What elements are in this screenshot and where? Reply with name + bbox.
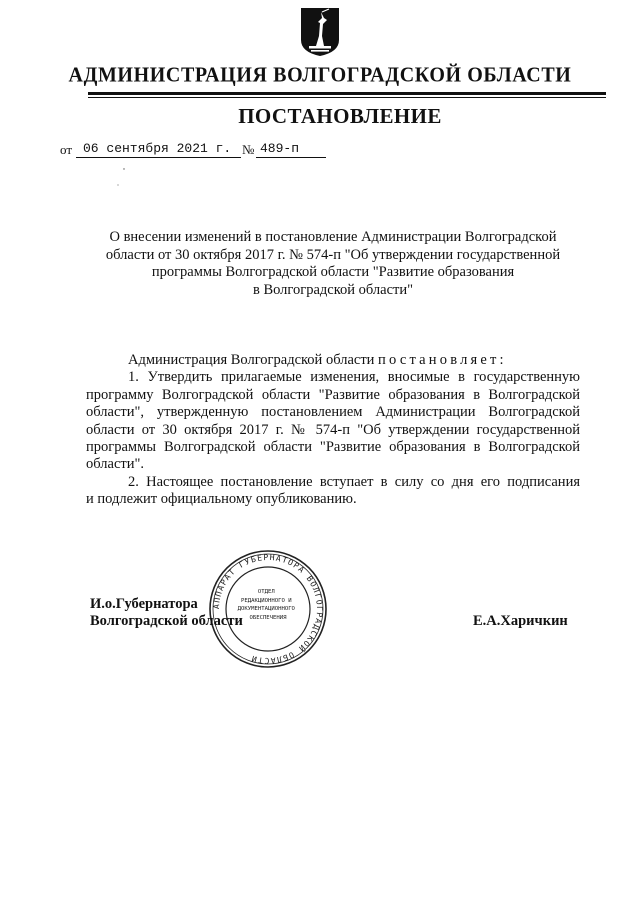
stamp-inner-line: РЕДАКЦИОННОГО И: [241, 598, 292, 604]
stamp-ring-text: АППАРАТ ГУБЕРНАТОРА ВОЛГОГРАДСКОЙ ОБЛАСТИ: [211, 552, 325, 666]
item2-line: и подлежит официальному опубликованию.: [86, 491, 357, 508]
volgograd-emblem-icon: [299, 6, 341, 58]
document-type-title: ПОСТАНОВЛЕНИЕ: [238, 104, 442, 128]
item1-line: области от 30 октября 2017 г. № 574-п "Об утверждении государственной: [86, 421, 580, 438]
document-date: 06 сентября 2021 г.: [76, 142, 241, 158]
signatory-name: Е.А.Харичкин: [473, 613, 568, 629]
item2-line: 2. Настоящее постановление вступает в силу со дня его подписания: [128, 473, 580, 490]
item1-line: программы Волгоградской области "Развитие образования в Волгоградской: [86, 439, 580, 456]
header-rule-thick: [88, 92, 606, 95]
stamp-inner-line: ОБЕСПЕЧЕНИЯ: [249, 615, 287, 621]
date-from-label: от: [60, 142, 73, 157]
number-label: №: [242, 142, 255, 157]
header-rule-thin: [88, 97, 606, 98]
scan-specks: [112, 166, 128, 190]
document-body: [86, 352, 580, 509]
document-subject: [86, 229, 580, 299]
item1-line: программу Волгоградской области "Развитие образования в Волгоградской: [86, 386, 580, 403]
item1-line: 1. Утвердить прилагаемые изменения, вносимые в государственную: [128, 369, 580, 386]
stamp-inner-line: ОТДЕЛ: [257, 589, 275, 595]
subject-line: в Волгоградской области": [252, 281, 414, 298]
subject-line: области от 30 октября 2017 г. № 574-п "Об утверждении государственной: [105, 246, 561, 263]
subject-line: О внесении изменений в постановление Администрации Волгоградской: [109, 229, 557, 245]
organization-title: АДМИНИСТРАЦИЯ ВОЛГОГРАДСКОЙ ОБЛАСТИ: [68, 63, 572, 87]
position-line: Волгоградской области: [90, 613, 243, 629]
intro-text: Администрация Волгоградской области: [128, 352, 375, 368]
signatory-position: [90, 596, 243, 630]
item1-line: области".: [86, 456, 145, 473]
subject-line: программы Волгоградской области "Развитие образования: [151, 264, 515, 280]
document-number: 489-п: [256, 142, 326, 158]
item1-line: области", утвержденную постановлением Администрации Волгоградской: [86, 404, 580, 421]
svg-text:ОТДЕЛ РЕДАКЦИОННОГО И: [238, 589, 299, 621]
intro-verb: постановляет:: [378, 352, 507, 368]
position-line: И.о.Губернатора: [90, 596, 198, 612]
resolution-intro: [86, 352, 580, 369]
stamp-inner-line: ДОКУМЕНТАЦИОННОГО: [237, 606, 295, 612]
